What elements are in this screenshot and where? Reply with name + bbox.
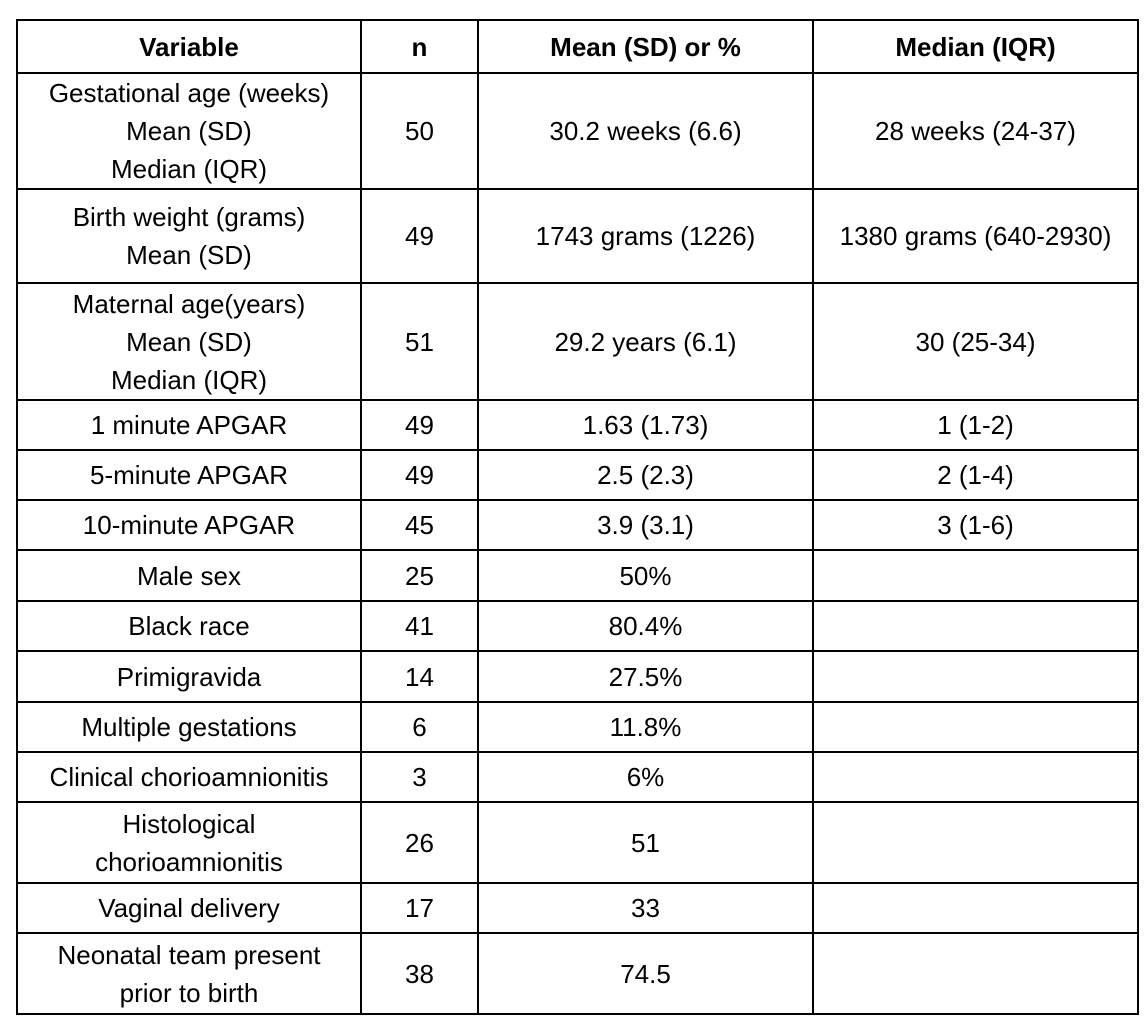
- median-cell: [813, 702, 1138, 752]
- table-row: [17, 752, 1138, 802]
- median-cell: [813, 651, 1138, 702]
- table-row: [17, 283, 1138, 400]
- variable-line: Mean (SD): [126, 240, 252, 270]
- median-cell: 28 weeks (24-37): [813, 73, 1138, 189]
- mean-cell: 80.4%: [478, 601, 813, 651]
- median-cell: 2 (1-4): [813, 450, 1138, 500]
- median-cell: 30 (25-34): [813, 283, 1138, 400]
- variable-cell: 10-minute APGAR: [17, 500, 361, 550]
- variable-cell: Vaginal delivery: [17, 883, 361, 933]
- mean-cell: 11.8%: [478, 702, 813, 752]
- table-row: [17, 933, 1138, 1014]
- n-cell: 25: [361, 550, 478, 601]
- n-cell: 49: [361, 189, 478, 283]
- variable-cell: [17, 283, 361, 400]
- n-cell: 26: [361, 802, 478, 883]
- variable-line: Mean (SD): [126, 116, 252, 146]
- variable-cell: Male sex: [17, 550, 361, 601]
- mean-cell: 1743 grams (1226): [478, 189, 813, 283]
- n-cell: 17: [361, 883, 478, 933]
- median-cell: 3 (1-6): [813, 500, 1138, 550]
- mean-cell: 2.5 (2.3): [478, 450, 813, 500]
- n-cell: 49: [361, 400, 478, 450]
- n-cell: 6: [361, 702, 478, 752]
- table-row: [17, 73, 1138, 189]
- n-cell: 38: [361, 933, 478, 1014]
- mean-cell: 3.9 (3.1): [478, 500, 813, 550]
- variable-cell: [17, 73, 361, 189]
- n-cell: 51: [361, 283, 478, 400]
- median-cell: [813, 883, 1138, 933]
- mean-cell: 74.5: [478, 933, 813, 1014]
- header-row: [17, 20, 1138, 73]
- variable-line: Median (IQR): [110, 364, 268, 395]
- n-cell: 41: [361, 601, 478, 651]
- variable-line: Median (IQR): [110, 154, 268, 184]
- n-cell: 50: [361, 73, 478, 189]
- variable-line: prior to birth: [119, 977, 259, 1008]
- mean-cell: 50%: [478, 550, 813, 601]
- table-row: [17, 400, 1138, 450]
- mean-cell: 29.2 years (6.1): [478, 283, 813, 400]
- table-row: [17, 189, 1138, 283]
- mean-cell: 27.5%: [478, 651, 813, 702]
- variable-line: Maternal age(years): [72, 288, 306, 319]
- variable-cell: Black race: [17, 601, 361, 651]
- variable-line: Gestational age (weeks): [48, 78, 330, 108]
- mean-cell: 6%: [478, 752, 813, 802]
- variable-line: Neonatal team present: [57, 939, 321, 970]
- variable-line: Histological: [122, 808, 256, 839]
- table-row: [17, 802, 1138, 883]
- mean-cell: 1.63 (1.73): [478, 400, 813, 450]
- median-cell: [813, 802, 1138, 883]
- median-cell: 1 (1-2): [813, 400, 1138, 450]
- header-variable: Variable: [17, 20, 361, 73]
- table-row: [17, 450, 1138, 500]
- table-row: [17, 500, 1138, 550]
- mean-cell: 30.2 weeks (6.6): [478, 73, 813, 189]
- variable-line: Mean (SD): [126, 326, 252, 357]
- variable-cell: [17, 189, 361, 283]
- median-cell: [813, 752, 1138, 802]
- n-cell: 3: [361, 752, 478, 802]
- table-row: [17, 883, 1138, 933]
- variable-cell: 5-minute APGAR: [17, 450, 361, 500]
- table-row: [17, 601, 1138, 651]
- header-mean: Mean (SD) or %: [478, 20, 813, 73]
- median-cell: [813, 933, 1138, 1014]
- n-cell: 49: [361, 450, 478, 500]
- mean-cell: 33: [478, 883, 813, 933]
- table-row: [17, 651, 1138, 702]
- median-cell: 1380 grams (640-2930): [813, 189, 1138, 283]
- variable-cell: 1 minute APGAR: [17, 400, 361, 450]
- n-cell: 14: [361, 651, 478, 702]
- variable-cell: Primigravida: [17, 651, 361, 702]
- header-median: Median (IQR): [813, 20, 1138, 73]
- median-cell: [813, 601, 1138, 651]
- variable-line: Birth weight (grams): [72, 202, 306, 232]
- median-cell: [813, 550, 1138, 601]
- variable-cell: [17, 802, 361, 883]
- table-row: [17, 702, 1138, 752]
- n-cell: 45: [361, 500, 478, 550]
- variable-cell: Clinical chorioamnionitis: [17, 752, 361, 802]
- variable-line: chorioamnionitis: [95, 846, 283, 877]
- table-row: [17, 550, 1138, 601]
- mean-cell: 51: [478, 802, 813, 883]
- data-table: [16, 19, 1139, 1015]
- variable-cell: Multiple gestations: [17, 702, 361, 752]
- variable-cell: [17, 933, 361, 1014]
- header-n: n: [361, 20, 478, 73]
